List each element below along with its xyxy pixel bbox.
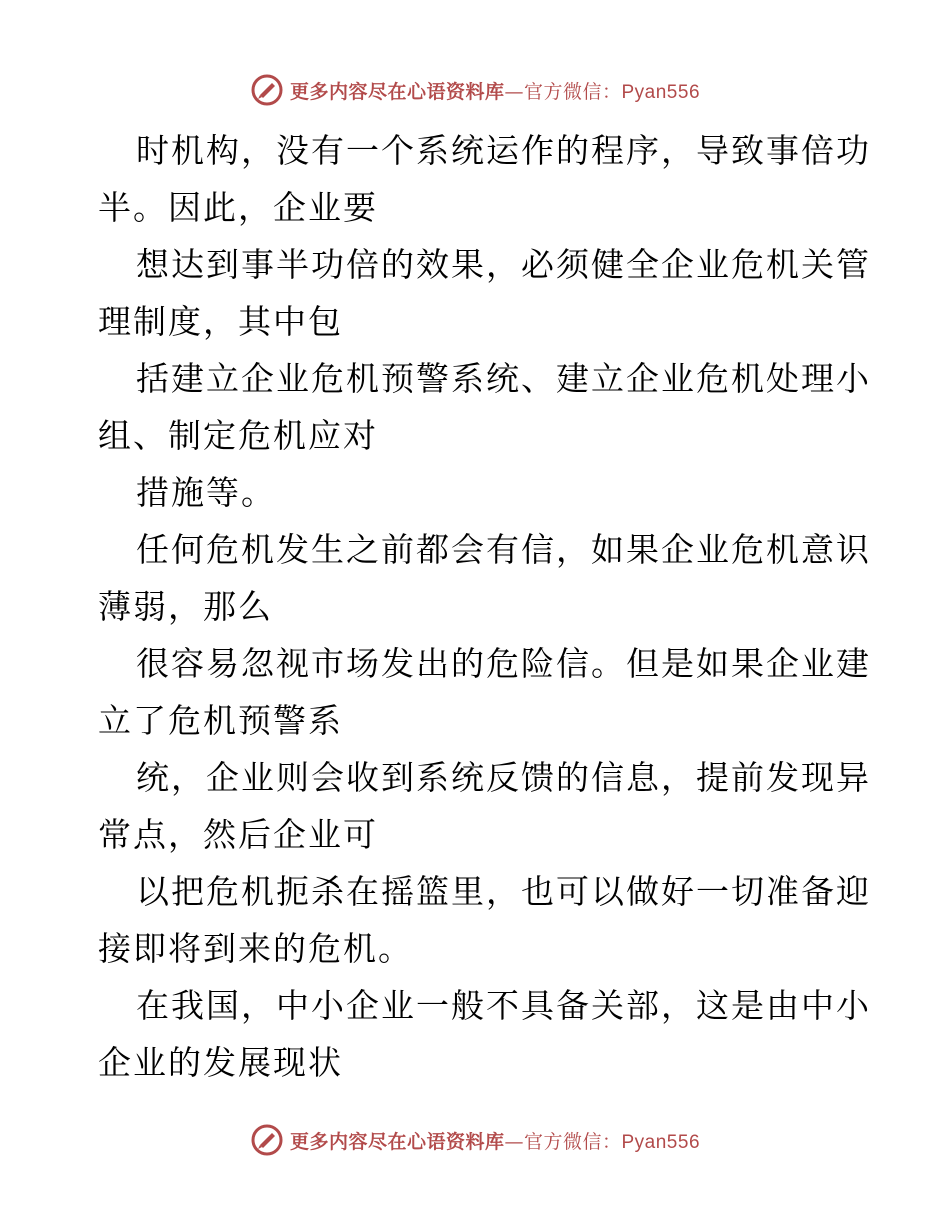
banner-site-text: 更多内容尽在心语资料库 [289,1130,505,1153]
body-line: 组、制定危机应对 [98,416,378,455]
document-body [98,122,871,1091]
body-line: 很容易忽视市场发出的危险信。但是如果企业建 [136,644,871,683]
footer-banner [0,1120,950,1160]
body-line: 任何危机发生之前都会有信，如果企业危机意识 [136,530,871,569]
banner-text [290,77,700,104]
body-line: 企业的发展现状 [98,1043,343,1082]
body-line: 常点，然后企业可 [98,815,378,854]
body-line: 理制度，其中包 [98,302,343,341]
seal-logo-icon [250,1123,284,1157]
body-line: 立了危机预警系 [98,701,343,740]
banner-site-text: 更多内容尽在心语资料库 [289,80,505,103]
banner-wechat-text: 官方微信：Pyan556 [524,1131,701,1153]
body-line: 以把危机扼杀在摇篮里，也可以做好一切准备迎 [136,872,871,911]
seal-logo-icon [250,73,284,107]
banner-dash: — [504,1130,524,1153]
body-line: 想达到事半功倍的效果，必须健全企业危机关管 [136,245,871,284]
body-line: 接即将到来的危机。 [98,929,413,968]
banner-text [290,1127,700,1154]
body-line: 半。因此，企业要 [98,188,378,227]
body-line: 时机构，没有一个系统运作的程序，导致事倍功 [136,131,871,170]
body-line: 统，企业则会收到系统反馈的信息，提前发现异 [136,758,871,797]
body-line: 括建立企业危机预警系统、建立企业危机处理小 [136,359,871,398]
banner-dash: — [504,80,524,103]
header-banner [0,70,950,110]
banner-wechat-text: 官方微信：Pyan556 [524,81,701,103]
body-line: 在我国，中小企业一般不具备关部，这是由中小 [136,986,871,1025]
body-line: 薄弱，那么 [98,587,273,626]
body-line: 措施等。 [136,473,276,512]
